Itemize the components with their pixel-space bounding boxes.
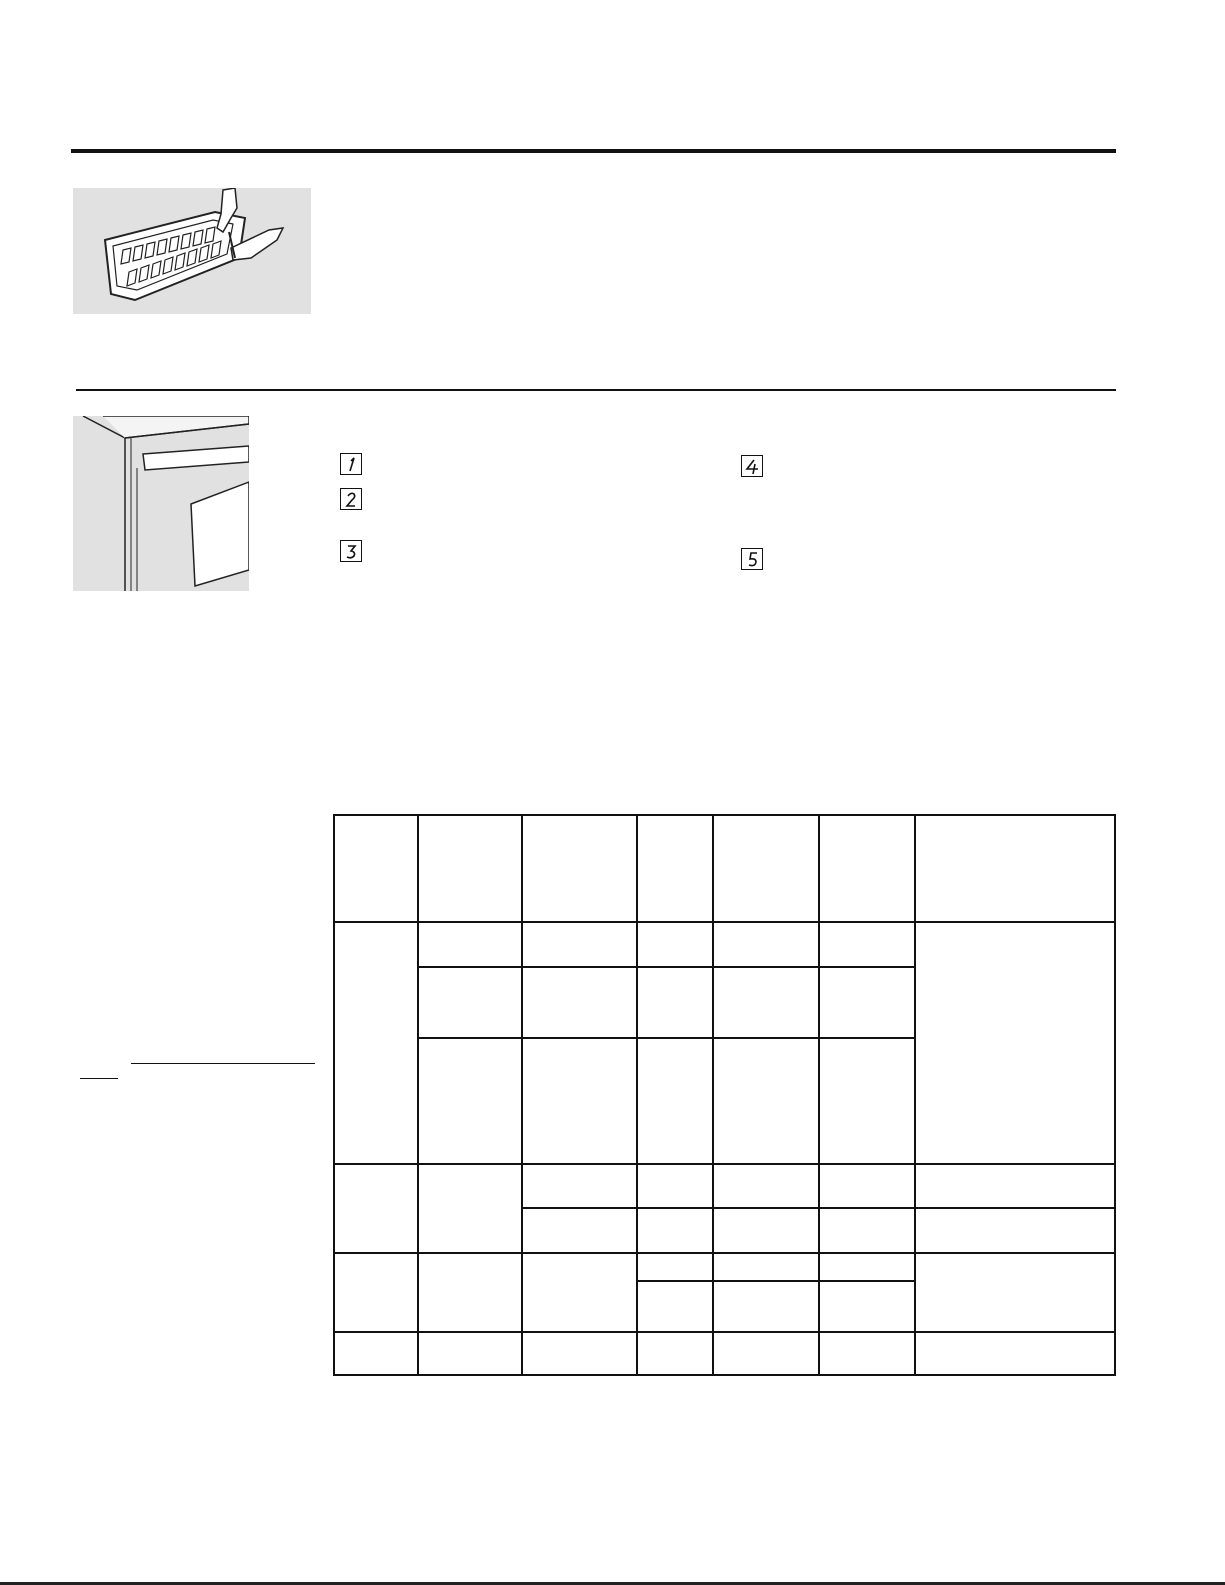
- table-row-divider: [333, 1163, 1116, 1165]
- table-column-divider: [712, 814, 714, 1376]
- table-column-divider: [636, 814, 638, 1376]
- table-column-divider: [521, 814, 523, 1376]
- table-border-bottom: [333, 1374, 1116, 1376]
- table-border-right: [1114, 814, 1116, 1376]
- step-3-badge: [340, 540, 362, 562]
- step-4-badge: [741, 455, 763, 477]
- section-divider-top: [71, 149, 1116, 153]
- table-column-divider: [818, 814, 820, 1376]
- step-5-badge: [741, 548, 763, 570]
- step-number-badge-icon: [341, 454, 363, 476]
- table-header-divider: [333, 921, 1116, 923]
- table-border-left: [333, 814, 335, 1376]
- oven-door-icon: [73, 416, 249, 591]
- table-column-divider: [914, 814, 916, 1376]
- table-row-divider: [417, 1037, 916, 1039]
- step-number-badge-icon: [742, 549, 764, 571]
- step-number-badge-icon: [341, 489, 363, 511]
- table-row-divider: [521, 1207, 1116, 1209]
- table-border-top: [333, 814, 1116, 816]
- table-row-divider: [333, 1252, 1116, 1254]
- step-2-badge: [340, 488, 362, 510]
- broiler-pan-hands-icon: [73, 188, 311, 314]
- table-column-divider: [417, 814, 419, 1376]
- note-underline: [131, 1063, 315, 1064]
- oven-door-illustration: [73, 416, 249, 591]
- step-number-badge-icon: [341, 541, 363, 563]
- broiler-pan-illustration: [73, 188, 311, 314]
- table-row-divider: [636, 1280, 916, 1282]
- table-row-divider: [417, 966, 916, 968]
- step-number-badge-icon: [742, 456, 764, 478]
- section-divider-middle: [76, 389, 1116, 391]
- table-row-divider: [333, 1331, 1116, 1333]
- note-underline-short: [80, 1078, 118, 1079]
- step-1-badge: [340, 453, 362, 475]
